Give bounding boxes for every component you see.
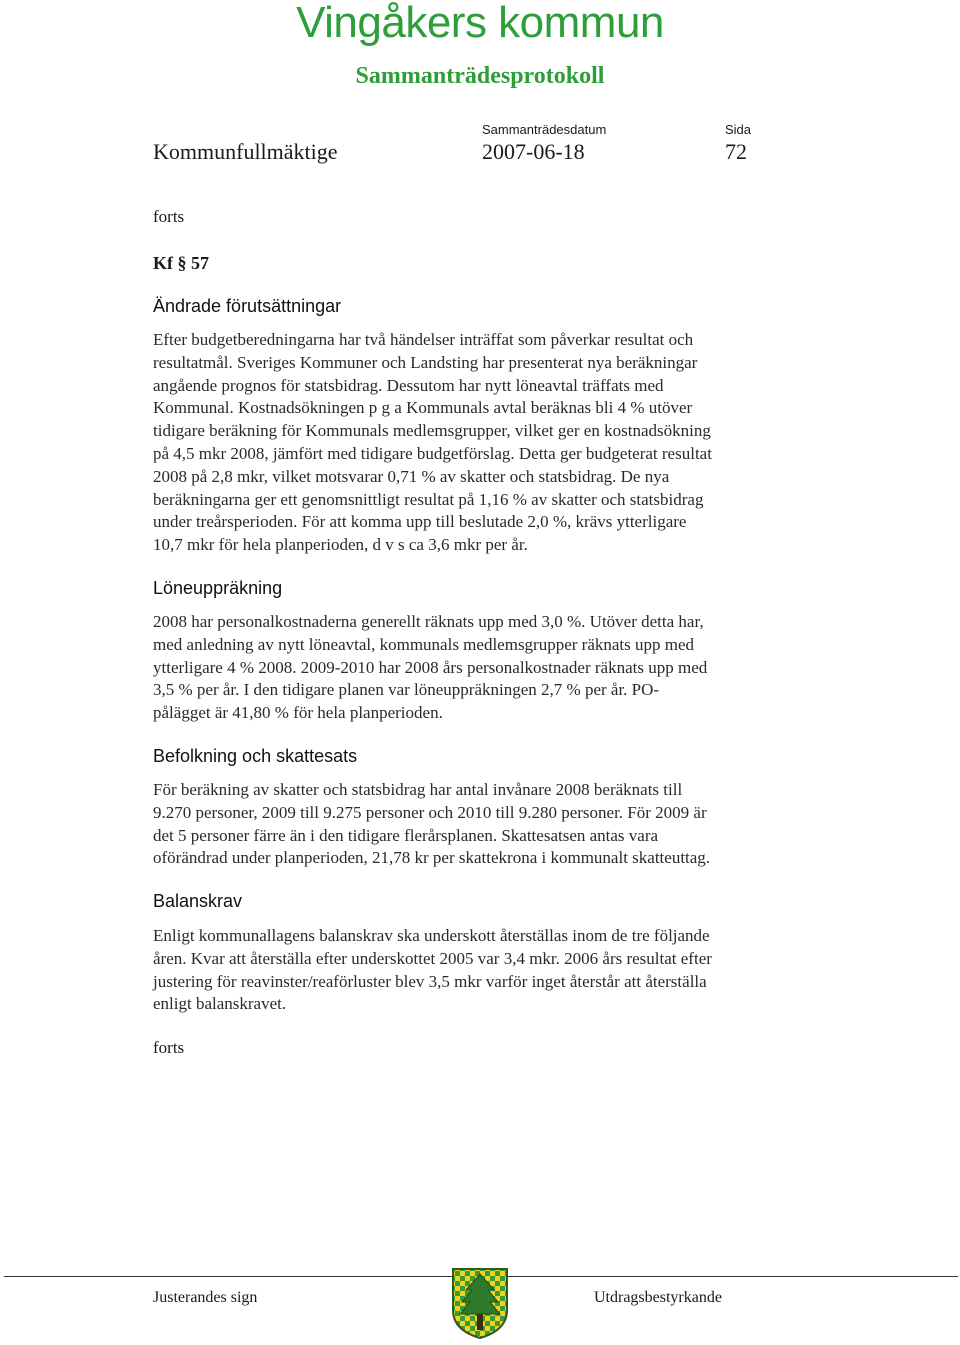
text-line: med anledning av nytt löneavtal, kommunals medlemsgrupper räknats upp med (153, 634, 695, 654)
meeting-date: 2007-06-18 (482, 139, 585, 164)
text-line: justering för reavinster/reaförluster blev 3,5 mkr varför inget återstår att återställa (153, 971, 707, 991)
text-line: på 4,5 mkr 2008, jämfört med tidigare budgetförslag. Detta ger budgeterat resultat (153, 443, 712, 463)
text-line: oförändrad under planperioden, 21,78 kr per skattekrona i kommunalt skatteuttag. (153, 848, 711, 868)
heading-loneupprakning: Löneuppräkning (153, 578, 283, 598)
section-body-4 (153, 925, 813, 1016)
section-body-2 (153, 611, 813, 725)
page-label: Sida (725, 122, 752, 137)
text-line: tidigare beräkning för Kommunals medlemsgrupper, vilket ger en kostnadsökning (153, 421, 711, 441)
footer-utdragsbestyrkande: Utdragsbestyrkande (594, 1289, 722, 1306)
date-label: Sammanträdesdatum (482, 122, 607, 137)
text-line: resultatmål. Sveriges Kommuner och Landsting har presenterat nya beräkningar (153, 352, 698, 372)
heading-balanskrav: Balanskrav (153, 891, 243, 911)
document-type: Sammanträdesprotokoll (355, 63, 605, 89)
forts-bottom: forts (153, 1038, 185, 1057)
text-line: Enligt kommunallagens balanskrav ska underskott återställas inom de tre följande (153, 926, 710, 945)
text-line: angående prognos för statsbidrag. Dessutom har nytt löneavtal träffats med (153, 375, 664, 395)
text-line: 2008 på 2,8 mkr, vilket motsvarar 0,71 % av skatter och statsbidrag. De nya (153, 466, 670, 486)
text-line: Kommunal. Kostnadsökningen p g a Kommunals avtal beräknas bli 4 % utöver (153, 398, 693, 418)
page-number: 72 (725, 139, 747, 164)
coat-of-arms-icon (450, 1266, 510, 1340)
text-line: ytterligare 4 % 2008. 2009-2010 har 2008 års personalkostnader räknats upp med (153, 657, 708, 677)
text-line: under treårsperioden. För att komma upp till beslutade 2,0 %, krävs ytterligare (153, 512, 687, 532)
text-line: beräkningarna ger ett genomsnittligt resultat på 1,16 % av skatter och statsbidrag (153, 489, 704, 509)
municipality-name: Vingåkers kommun (296, 0, 664, 47)
heading-andrade-forutsattningar: Ändrade förutsättningar (153, 296, 342, 316)
item-number: Kf § 57 (153, 253, 209, 273)
section-body-3 (153, 779, 813, 870)
text-line: 10,7 mkr för hela planperioden, d v s ca 3,6 mkr per år. (153, 535, 528, 555)
text-line: 3,5 % per år. I den tidigare planen var löneuppräkningen 2,7 % per år. PO- (153, 680, 660, 700)
text-line: det 5 personer färre än i den tidigare flerårsplanen. Skattesatsen antas vara (153, 825, 659, 845)
text-line: åren. Kvar att återställa efter underskottet 2005 var 3,4 mkr. 2006 års resultat efter (153, 948, 712, 968)
text-line: Efter budgetberedningarna har två händelser inträffat som påverkar resultat och (153, 330, 694, 349)
footer-justerandes-sign: Justerandes sign (153, 1289, 258, 1306)
text-line: 2008 har personalkostnaderna generellt räknats upp med 3,0 %. Utöver detta har, (153, 612, 704, 631)
section-body-1 (153, 329, 813, 557)
forts-top: forts (153, 207, 185, 226)
text-line: pålägget är 41,80 % för hela planperioden. (153, 703, 443, 723)
heading-befolkning-skattesats: Befolkning och skattesats (153, 746, 358, 766)
body-name: Kommunfullmäktige (153, 139, 338, 164)
text-line: 9.270 personer, 2009 till 9.275 personer och 2010 till 9.280 personer. För 2009 är (153, 802, 707, 822)
text-line: enligt balanskravet. (153, 994, 287, 1014)
text-line: För beräkning av skatter och statsbidrag har antal invånare 2008 beräknats till (153, 780, 683, 799)
